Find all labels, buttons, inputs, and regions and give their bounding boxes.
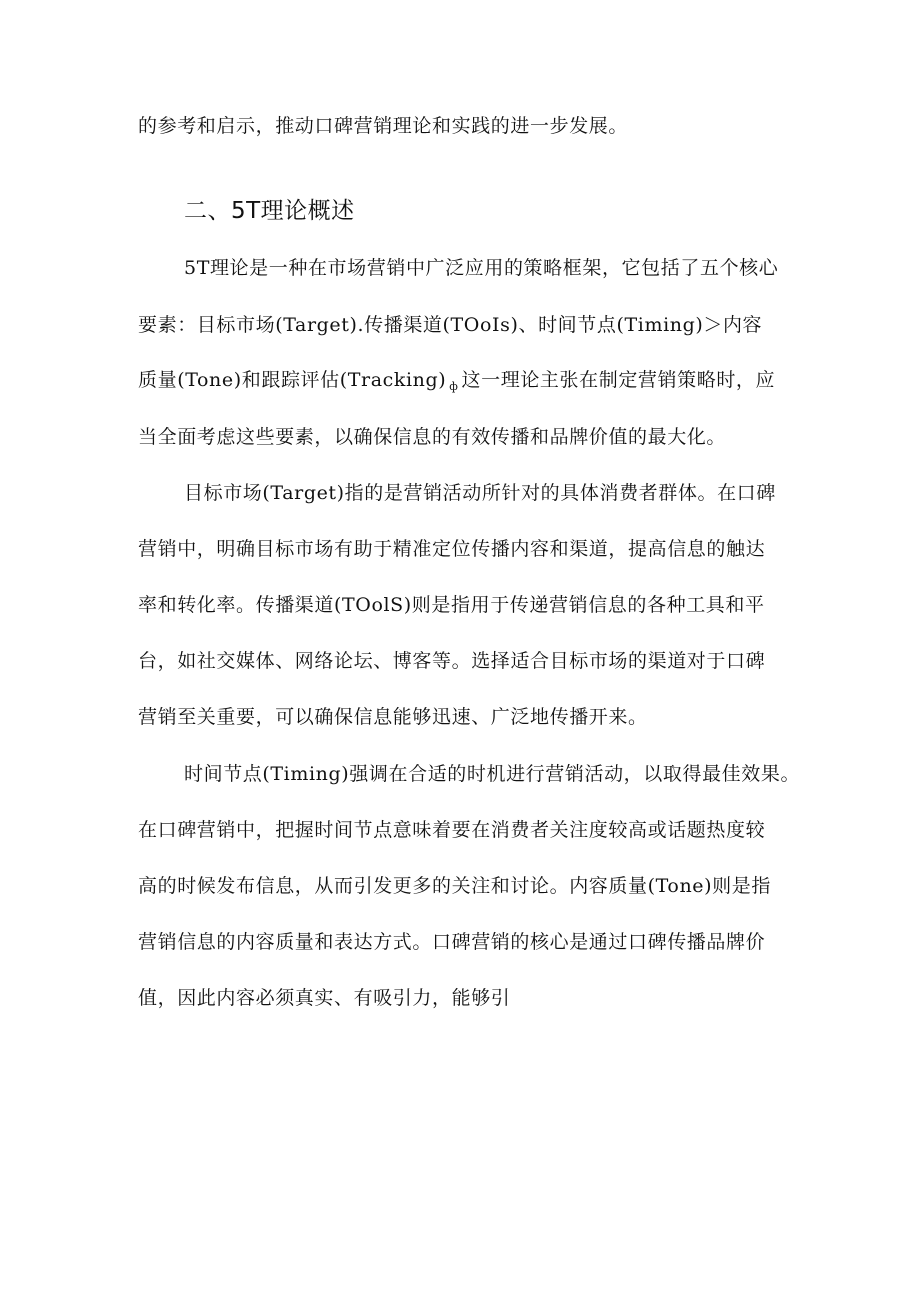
- paragraph-1-line-2: 要素：目标市场(Target).传播渠道(TOoIs)、时间节点(Timing)＞内容: [138, 314, 763, 336]
- paragraph-3-line-1: 时间节点(Timing)强调在合适的时机进行营销活动，以取得最佳效果。: [184, 763, 801, 785]
- subscript-mark: ф: [449, 380, 459, 393]
- intro-tail-line: 的参考和启示，推动口碑营销理论和实践的进一步发展。: [138, 115, 629, 137]
- paragraph-2-line-2: 营销中，明确目标市场有助于精准定位传播内容和渠道，提高信息的触达: [138, 538, 766, 560]
- paragraph-2-line-5: 营销至关重要，可以确保信息能够迅速、广泛地传播开来。: [138, 706, 648, 728]
- paragraph-2-line-4: 台，如社交媒体、网络论坛、博客等。选择适合目标市场的渠道对于口碑: [138, 650, 766, 672]
- paragraph-1-line-3-text: 质量(Tone)和跟踪评估(Tracking): [138, 369, 447, 391]
- paragraph-3-line-3: 高的时候发布信息，从而引发更多的关注和讨论。内容质量(Tone)则是指: [138, 875, 771, 897]
- section-heading: 二、5T理论概述: [184, 198, 355, 224]
- paragraph-1-line-3: [138, 366, 798, 401]
- paragraph-3-line-2: 在口碑营销中，把握时间节点意味着要在消费者关注度较高或话题热度较: [138, 819, 766, 841]
- paragraph-3-line-4: 营销信息的内容质量和表达方式。口碑营销的核心是通过口碑传播品牌价: [138, 931, 766, 953]
- paragraph-2-line-1: 目标市场(Target)指的是营销活动所针对的具体消费者群体。在口碑: [184, 482, 776, 504]
- paragraph-1-line-3-tail: 这一理论主张在制定营销策略时，应: [461, 369, 776, 391]
- paragraph-1-line-4: 当全面考虑这些要素，以确保信息的有效传播和品牌价值的最大化。: [138, 426, 727, 448]
- paragraph-2-line-3: 率和转化率。传播渠道(TOolS)则是指用于传递营销信息的各种工具和平: [138, 594, 765, 616]
- paragraph-1-line-1: 5T理论是一种在市场营销中广泛应用的策略框架，它包括了五个核心: [184, 257, 779, 279]
- paragraph-3-line-5: 值，因此内容必须真实、有吸引力，能够引: [138, 987, 511, 1009]
